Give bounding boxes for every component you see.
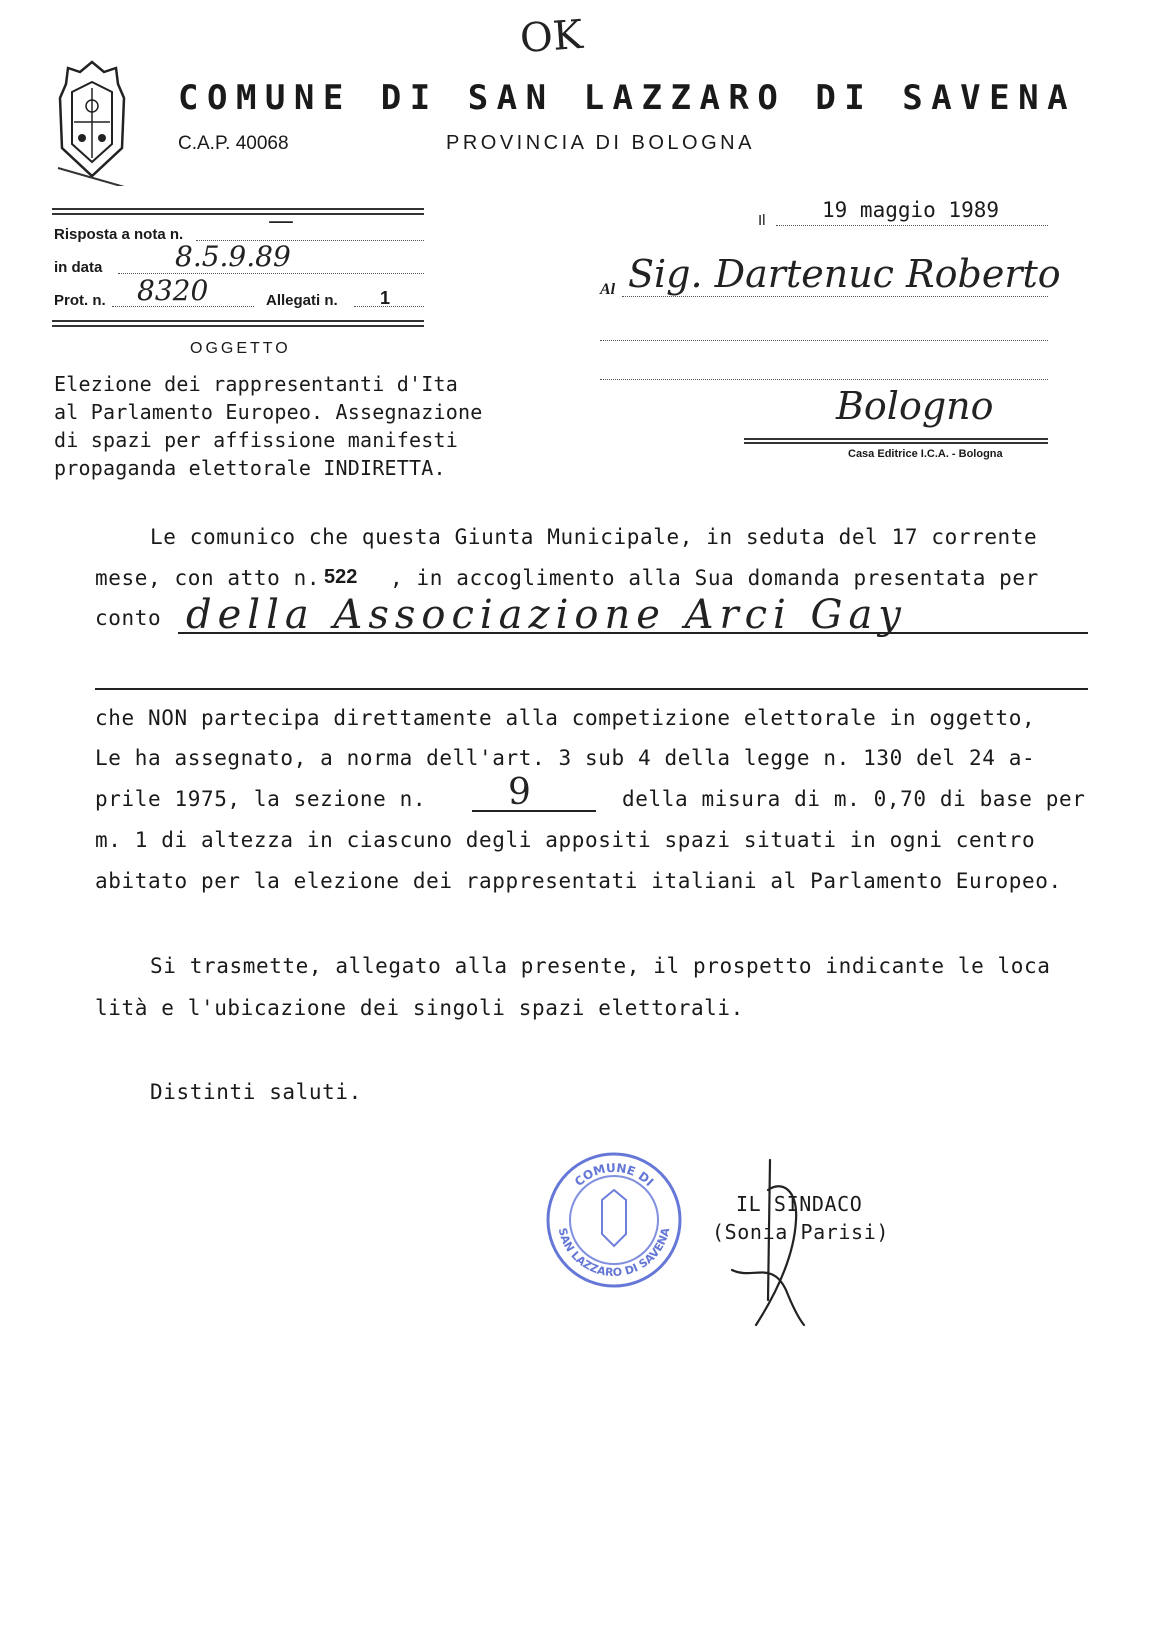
signatory-title: IL SINDACO	[736, 1192, 863, 1216]
reference-bottom-rule	[52, 320, 424, 327]
body-p1-line2b: , in accoglimento alla Sua domanda presentata per	[390, 566, 1039, 590]
publisher-note: Casa Editrice I.C.A. - Bologna	[848, 448, 1003, 460]
oggetto-label: OGGETTO	[190, 340, 291, 357]
risposta-label: Risposta a nota n.	[54, 226, 184, 243]
closing-salutation: Distinti saluti.	[150, 1080, 362, 1104]
conto-value: della Associazione Arci Gay	[186, 592, 907, 638]
recipient-line-3	[600, 379, 1048, 380]
municipal-stamp	[544, 1150, 684, 1290]
handwritten-signature-icon	[712, 1150, 832, 1330]
letter-date: 19 maggio 1989	[822, 198, 1000, 222]
province-name: PROVINCIA DI BOLOGNA	[446, 132, 755, 154]
reference-top-rule	[52, 208, 424, 215]
body-p1-line1: Le comunico che questa Giunta Municipale, in seduta del 17 corrente	[150, 525, 1038, 549]
oggetto-line-3: di spazi per affissione manifesti	[54, 428, 458, 452]
prot-label: Prot. n.	[54, 292, 106, 309]
prot-value: 8320	[137, 274, 209, 307]
body-p2-line2: Le ha assegnato, a norma dell'art. 3 sub 4 della legge n. 130 del 24 a-	[95, 746, 1036, 770]
body-p2-line4: m. 1 di altezza in ciascuno degli appositi spazi situati in ogni centro	[95, 828, 1036, 852]
allegati-value: 1	[380, 288, 391, 308]
date-prefix: Il	[758, 212, 766, 229]
body-p2-line5: abitato per la elezione dei rappresentati italiani al Parlamento Europeo.	[95, 869, 1062, 893]
date-line	[776, 225, 1048, 226]
risposta-value: —	[268, 206, 294, 236]
stamp-top-text: COMUNE DI	[571, 1160, 657, 1190]
recipient-line-1	[622, 296, 1048, 297]
body-p2-line3a: prile 1975, la sezione n.	[95, 787, 427, 811]
recipient-city: Bologno	[836, 384, 994, 428]
allegati-label: Allegati n.	[266, 292, 338, 309]
sezione-line	[472, 810, 596, 812]
body-p1-line2a: mese, con atto n.	[95, 566, 321, 590]
recipient-name: Sig. Dartenuc Roberto	[628, 252, 1061, 296]
data-label: in data	[54, 259, 103, 276]
svg-text:COMUNE DI	[572, 1161, 656, 1189]
stamp-bottom-text: SAN LAZZARO DI SAVENA	[555, 1226, 673, 1280]
body-p2-line3b: della misura di m. 0,70 di base per	[622, 787, 1086, 811]
body-p2-line1: che NON partecipa direttamente alla competizione elettorale in oggetto,	[95, 706, 1036, 730]
recipient-prefix: Al	[600, 281, 616, 298]
oggetto-line-4: propaganda elettorale INDIRETTA.	[54, 456, 446, 480]
oggetto-line-2: al Parlamento Europeo. Assegnazione	[54, 400, 483, 424]
signatory-name: (Sonia Parisi)	[712, 1220, 889, 1244]
data-value: 8.5.9.89	[175, 240, 291, 273]
recipient-line-2	[600, 340, 1048, 341]
oggetto-line-1: Elezione dei rappresentanti d'Ita	[54, 372, 458, 396]
body-p3-line2: lità e l'ubicazione dei singoli spazi elettorali.	[95, 996, 744, 1020]
conto-label: conto	[95, 606, 162, 630]
municipal-crest-icon	[52, 58, 132, 186]
body-p3-line1: Si trasmette, allegato alla presente, il prospetto indicante le loca	[150, 954, 1051, 978]
atto-number: 522	[324, 566, 358, 588]
sezione-number: 9	[508, 772, 531, 813]
ok-annotation: OK	[518, 11, 585, 63]
municipality-title: COMUNE DI SAN LAZZARO DI SAVENA	[178, 78, 1077, 118]
cap-code: C.A.P. 40068	[178, 133, 289, 154]
recipient-bottom-rule	[744, 438, 1048, 444]
conto-line-2	[95, 688, 1088, 690]
